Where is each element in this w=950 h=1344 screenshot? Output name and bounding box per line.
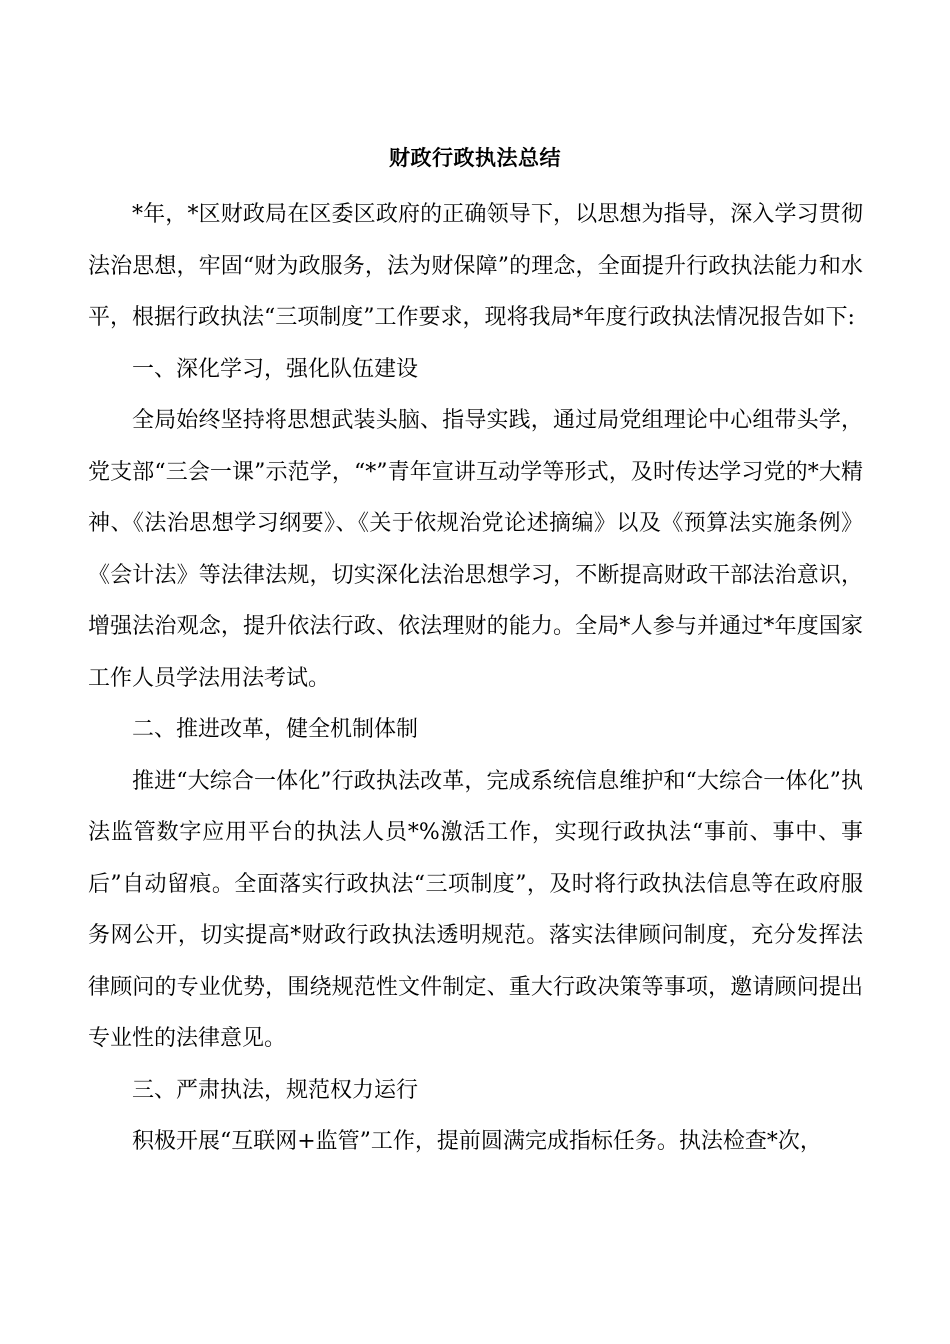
- section-heading-2: 二、推进改革，健全机制体制: [132, 717, 419, 742]
- section-3-paragraph: 积极开展“互联网+监管”工作，提前圆满完成指标任务。执法检查*次，: [132, 1129, 822, 1154]
- section-heading-3: 三、严肃执法，规范权力运行: [132, 1077, 419, 1103]
- document-title: 财政行政执法总结: [389, 145, 561, 170]
- intro-paragraph: *年，*区财政局在区委区政府的正确领导下，以思想为指导，深入学习贯彻法治思想，牢固“财为政服务，法为财保障”的理念，全面提升行政执法能力和水平，根据行政执法“三项制度”工作要求，现将我局*年度行政执法情况报告如下:: [88, 202, 863, 330]
- document-body: [88, 189, 863, 1168]
- section-2-paragraph: 推进“大综合一体化”行政执法改革，完成系统信息维护和“大综合一体化”执法监管数字应用平台的执法人员*%激活工作，实现行政执法“事前、事中、事后”自动留痕。全面落实行政执法“三项制度”，及时将行政执法信息等在政府服务网公开，切实提高*财政行政执法透明规范。落实法律顾问制度，充分发挥法律顾问的专业优势，围绕规范性文件制定、重大行政决策等事项，邀请顾问提出专业性的法律意见。: [88, 768, 863, 1051]
- section-1-paragraph: 全局始终坚持将思想武装头脑、指导实践，通过局党组理论中心组带头学，党支部“三会一课”示范学，“*”青年宣讲互动学等形式，及时传达学习党的*大精神、《法治思想学习纲要》、《关于依规治党论述摘编》以及《预算法实施条例》《会计法》等法律法规，切实深化法治思想学习，不断提高财政干部法治意识，增强法治观念，提升依法行政、依法理财的能力。全局*人参与并通过*年度国家工作人员学法用法考试。: [88, 408, 863, 691]
- section-heading-1: 一、深化学习，强化队伍建设: [132, 356, 419, 382]
